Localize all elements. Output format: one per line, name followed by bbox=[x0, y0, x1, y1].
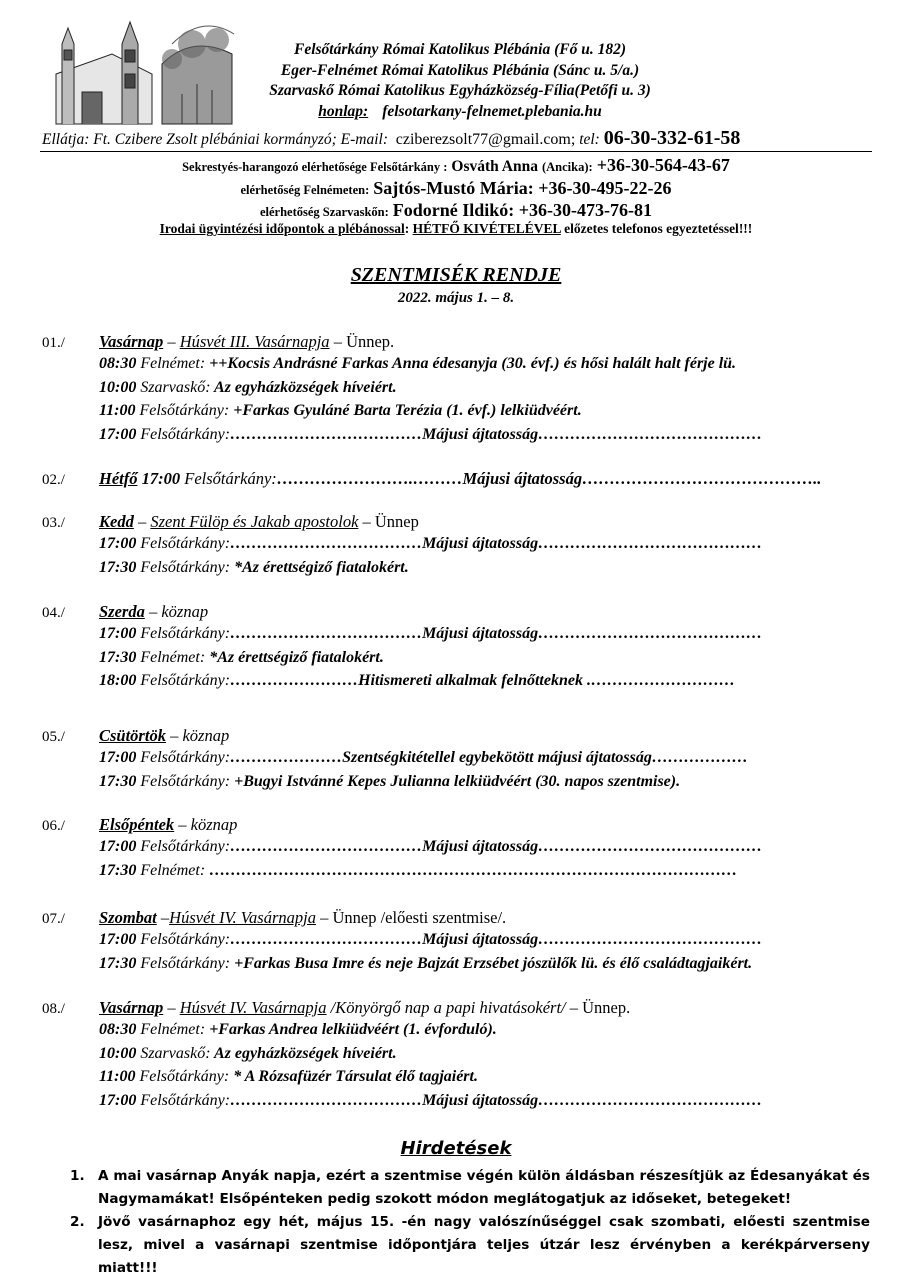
homepage-line bbox=[240, 102, 680, 123]
mass-place: Felsőtárkány: bbox=[136, 772, 231, 790]
sacristan-line-3 bbox=[0, 200, 912, 221]
day-rank: köznap bbox=[182, 726, 230, 745]
mass-intention: ………………………………Májusi ájtatosság…………………………………… bbox=[230, 425, 763, 443]
tel-label: tel: bbox=[579, 131, 600, 148]
day-name: Hétfő bbox=[99, 469, 138, 488]
mass-time: 17:00 bbox=[99, 931, 137, 948]
day-heading bbox=[99, 998, 630, 1018]
sacristan-nick: (Ancika): bbox=[541, 160, 593, 174]
mass-line bbox=[99, 838, 762, 856]
mass-time: 17:30 bbox=[99, 861, 137, 879]
header-line-2: Eger-Felnémet Római Katolikus Plébánia (Sánc u. 5/a.) bbox=[280, 61, 640, 79]
mass-place: Felnémet: bbox=[136, 1021, 206, 1038]
mass-place: Felsőtárkány: bbox=[136, 931, 231, 948]
homepage-label: honlap: bbox=[318, 102, 369, 120]
office-colon: : bbox=[404, 221, 410, 236]
mass-place: Felsőtárkány: bbox=[136, 1091, 231, 1109]
mass-time: 17:00 bbox=[99, 425, 137, 443]
day-rank: köznap bbox=[161, 602, 209, 621]
mass-line bbox=[99, 955, 752, 973]
feast-extra: /Könyörgő nap a papi hivatásokért/ bbox=[326, 998, 566, 1017]
mass-line bbox=[99, 1021, 497, 1039]
day-rank: – Ünnep bbox=[358, 512, 419, 531]
day-heading bbox=[99, 726, 229, 746]
feast-name: Húsvét IV. Vasárnapja bbox=[179, 998, 327, 1017]
mass-time: 17:30 bbox=[99, 954, 137, 972]
mass-time: 17:30 bbox=[99, 648, 137, 666]
mass-intention: ……………………………………………………………………………………… bbox=[205, 861, 738, 879]
mass-line bbox=[99, 773, 680, 791]
mass-line bbox=[99, 649, 384, 667]
mass-line bbox=[99, 355, 736, 373]
mass-line bbox=[99, 749, 748, 767]
mass-line bbox=[99, 625, 762, 643]
mass-time: 11:00 bbox=[99, 1068, 136, 1085]
day-rank: – Ünnep. bbox=[329, 332, 395, 351]
announcement-item bbox=[70, 1165, 870, 1211]
office-hours bbox=[0, 221, 912, 237]
mass-intention: +Farkas Andrea lelkiüdvéért (1. évforduló). bbox=[205, 1021, 497, 1038]
mass-intention: ………………………………Májusi ájtatosság…………………………………… bbox=[230, 625, 763, 642]
mass-intention: ………………………………Májusi ájtatosság…………………………………… bbox=[230, 535, 763, 552]
day-number: 01./ bbox=[42, 335, 65, 351]
sacristan-phone: +36-30-564-43-67 bbox=[596, 155, 730, 175]
day-number: 05./ bbox=[42, 729, 65, 745]
mass-intention: ++Kocsis Andrásné Farkas Anna édesanyja (30. évf.) és hősi halált halt férje lü. bbox=[205, 355, 737, 372]
mass-intention: *Az érettségiző fiatalokért. bbox=[230, 558, 409, 576]
mass-place: Felnémet: bbox=[136, 355, 206, 372]
tel-number: 06-30-332-61-58 bbox=[603, 127, 741, 149]
day-name: Elsőpéntek bbox=[99, 815, 175, 834]
mass-intention: *Az érettségiző fiatalokért. bbox=[205, 648, 384, 666]
mass-place: Felnémet: bbox=[136, 861, 206, 879]
sacristan-prefix: Sekrestyés-harangozó elérhetősége Felsőtárkány : bbox=[182, 160, 448, 174]
contact-line bbox=[42, 127, 872, 150]
mass-intention: …………………….………Májusi ájtatosság…………………………………….. bbox=[276, 469, 822, 488]
header-line-1: Felsőtárkány Római Katolikus Plébánia (Fő u. 182) bbox=[294, 41, 626, 58]
mass-time: 10:00 bbox=[99, 378, 137, 396]
day-heading bbox=[99, 512, 419, 532]
mass-intention: +Farkas Gyuláné Barta Terézia (1. évf.) lelkiüdvéért. bbox=[229, 402, 582, 419]
mass-intention: +Bugyi Istvánné Kepes Julianna lelkiüdvéért (30. napos szentmise). bbox=[230, 772, 681, 790]
mass-time: 11:00 bbox=[99, 402, 136, 419]
mass-intention: ………………………………Májusi ájtatosság…………………………………… bbox=[230, 838, 763, 855]
mass-place: Felsőtárkány: bbox=[136, 425, 231, 443]
day-separator: – bbox=[174, 815, 191, 834]
mass-place: Felsőtárkány: bbox=[136, 625, 231, 642]
mass-place: Felsőtárkány: bbox=[135, 1068, 230, 1085]
announcement-number: 1. bbox=[70, 1168, 85, 1184]
announcements-title: Hirdetések bbox=[400, 1138, 512, 1159]
mass-intention: * A Rózsafüzér Társulat élő tagjaiért. bbox=[229, 1068, 478, 1085]
sacristan-line-2 bbox=[0, 178, 912, 199]
mass-line bbox=[99, 535, 762, 553]
mass-intention: ………………………………Májusi ájtatosság…………………………………… bbox=[230, 1091, 763, 1109]
day-name: Vasárnap bbox=[99, 332, 164, 351]
mass-time: 08:30 bbox=[99, 355, 137, 372]
mass-place: Felsőtárkány: bbox=[136, 672, 231, 689]
day-separator: – bbox=[163, 332, 180, 351]
mass-intention: Az egyházközségek híveiért. bbox=[210, 1044, 397, 1062]
page-title: SZENTMISÉK RENDJE bbox=[350, 264, 562, 286]
mass-line bbox=[99, 426, 762, 444]
announcement-item bbox=[70, 1211, 870, 1280]
day-name: Kedd bbox=[99, 512, 134, 531]
felnemet-prefix: elérhetőség Felnémeten: bbox=[240, 183, 370, 197]
mass-line bbox=[99, 1045, 397, 1063]
mass-line bbox=[99, 559, 409, 577]
day-separator: – bbox=[165, 726, 183, 745]
day-number: 03./ bbox=[42, 515, 65, 531]
day-name: Vasárnap bbox=[99, 998, 164, 1017]
day-heading bbox=[99, 602, 208, 622]
day-rank: köznap bbox=[190, 815, 238, 834]
day-separator: – bbox=[144, 602, 162, 621]
mass-time: 17:00 bbox=[99, 625, 137, 642]
mass-time: 17:00 bbox=[99, 749, 137, 766]
mass-line bbox=[99, 862, 737, 880]
mass-time: 17:00 bbox=[99, 838, 137, 855]
mass-line bbox=[99, 672, 735, 690]
mass-time: 10:00 bbox=[99, 1044, 137, 1062]
day-rank: – Ünnep /előesti szentmise/. bbox=[315, 908, 507, 927]
day-heading bbox=[99, 332, 394, 352]
day-separator: – bbox=[163, 998, 180, 1017]
mass-intention: ……………………Hitismereti alkalmak felnőtteknek .……………………… bbox=[230, 672, 735, 689]
day-number: 04./ bbox=[42, 605, 65, 621]
page-subtitle: 2022. május 1. – 8. bbox=[397, 290, 515, 306]
mass-line bbox=[99, 402, 582, 420]
announcement-text: Jövő vasárnaphoz egy hét, május 15. -én nagy valószínűséggel csak szombati, előesti szentmise lesz, mivel a vasárnapi szentmise időpontjára teljes útzár lesz érvényben a kerékpárverseny miatt!!! bbox=[98, 1214, 870, 1276]
feast-name: Húsvét III. Vasárnapja bbox=[179, 332, 330, 351]
church-logo bbox=[52, 14, 238, 126]
mass-time: 18:00 bbox=[99, 672, 137, 689]
day-heading bbox=[99, 908, 506, 928]
mass-time: 08:30 bbox=[99, 1021, 137, 1038]
mass-place: Felsőtárkány: bbox=[136, 838, 231, 855]
mass-place: Szarvaskő: bbox=[136, 1044, 211, 1062]
day-name: Csütörtök bbox=[99, 726, 166, 745]
contact-prefix: Ellátja: Ft. Czibere Zsolt plébániai kormányzó; E-mail: bbox=[42, 131, 388, 148]
mass-time: 17:30 bbox=[99, 558, 137, 576]
sacristan-line-1 bbox=[0, 155, 912, 176]
header-divider bbox=[40, 151, 872, 152]
mass-intention: ………………………………Májusi ájtatosság…………………………………… bbox=[230, 931, 763, 948]
szarvasko-contact: Fodorné Ildikó: +36-30-473-76-81 bbox=[392, 200, 653, 220]
announcement-text: A mai vasárnap Anyák napja, ezért a szentmise végén külön áldásban részesítjük az Édesanyákat és Nagymamákat! Elsőpénteken pedig szokott módon meglátogatjuk az időseket, betegeket! bbox=[98, 1168, 870, 1207]
day-heading bbox=[99, 815, 237, 835]
day-name: Szerda bbox=[99, 602, 145, 621]
mass-place: Felsőtárkány: bbox=[136, 954, 231, 972]
day-rank: – Ünnep. bbox=[565, 998, 631, 1017]
mass-place: Szarvaskő: bbox=[136, 378, 211, 396]
szarvasko-prefix: elérhetőség Szarvaskőn: bbox=[259, 205, 389, 219]
mass-place: Felsőtárkány: bbox=[136, 749, 231, 766]
parish-header bbox=[240, 40, 680, 122]
office-exception: HÉTFŐ KIVÉTELÉVEL bbox=[412, 221, 561, 236]
header-line-3: Szarvaskő Római Katolikus Egyházközség-Fília(Petőfi u. 3) bbox=[269, 82, 651, 99]
mass-place: Felsőtárkány: bbox=[135, 402, 230, 419]
day-heading bbox=[99, 469, 821, 489]
day-name: Szombat bbox=[99, 908, 157, 927]
mass-intention: …………………Szentségkitétellel egybekötött májusi ájtatosság……………… bbox=[230, 749, 748, 766]
mass-line bbox=[99, 1068, 478, 1086]
mass-time: 17:30 bbox=[99, 772, 137, 790]
mass-time: 17:00 bbox=[99, 535, 137, 552]
day-number: 08./ bbox=[42, 1001, 65, 1017]
day-number: 02./ bbox=[42, 472, 65, 488]
mass-intention: +Farkas Busa Imre és neje Bajzát Erzsébet jószülők lü. és élő családtagjaikért. bbox=[230, 954, 753, 972]
email-link[interactable]: cziberezsolt77@gmail.com; bbox=[395, 131, 576, 148]
homepage-link[interactable]: felsotarkany-felnemet.plebania.hu bbox=[382, 102, 602, 120]
announcement-number: 2. bbox=[70, 1214, 85, 1230]
mass-place: Felnémet: bbox=[136, 648, 206, 666]
office-label: Irodai ügyintézési időpontok a plébánossal bbox=[159, 221, 405, 236]
mass-place: Felsőtárkány: bbox=[136, 535, 231, 552]
day-separator: – bbox=[156, 908, 170, 927]
mass-time: 17:00 bbox=[137, 469, 181, 488]
day-number: 06./ bbox=[42, 818, 65, 834]
feast-name: Szent Fülöp és Jakab apostolok bbox=[150, 512, 359, 531]
mass-intention: Az egyházközségek híveiért. bbox=[210, 378, 397, 396]
mass-time: 17:00 bbox=[99, 1091, 137, 1109]
day-separator: – bbox=[133, 512, 151, 531]
feast-name: Húsvét IV. Vasárnapja bbox=[169, 908, 316, 927]
mass-line bbox=[99, 1092, 762, 1110]
office-rest: előzetes telefonos egyeztetéssel!!! bbox=[564, 221, 753, 236]
mass-line bbox=[99, 931, 762, 949]
mass-place: Felsőtárkány: bbox=[136, 558, 231, 576]
sacristan-name: Osváth Anna bbox=[451, 158, 538, 175]
felnemet-contact: Sajtós-Mustó Mária: +36-30-495-22-26 bbox=[373, 178, 672, 198]
day-number: 07./ bbox=[42, 911, 65, 927]
mass-place: Felsőtárkány: bbox=[180, 469, 277, 488]
mass-line bbox=[99, 379, 397, 397]
